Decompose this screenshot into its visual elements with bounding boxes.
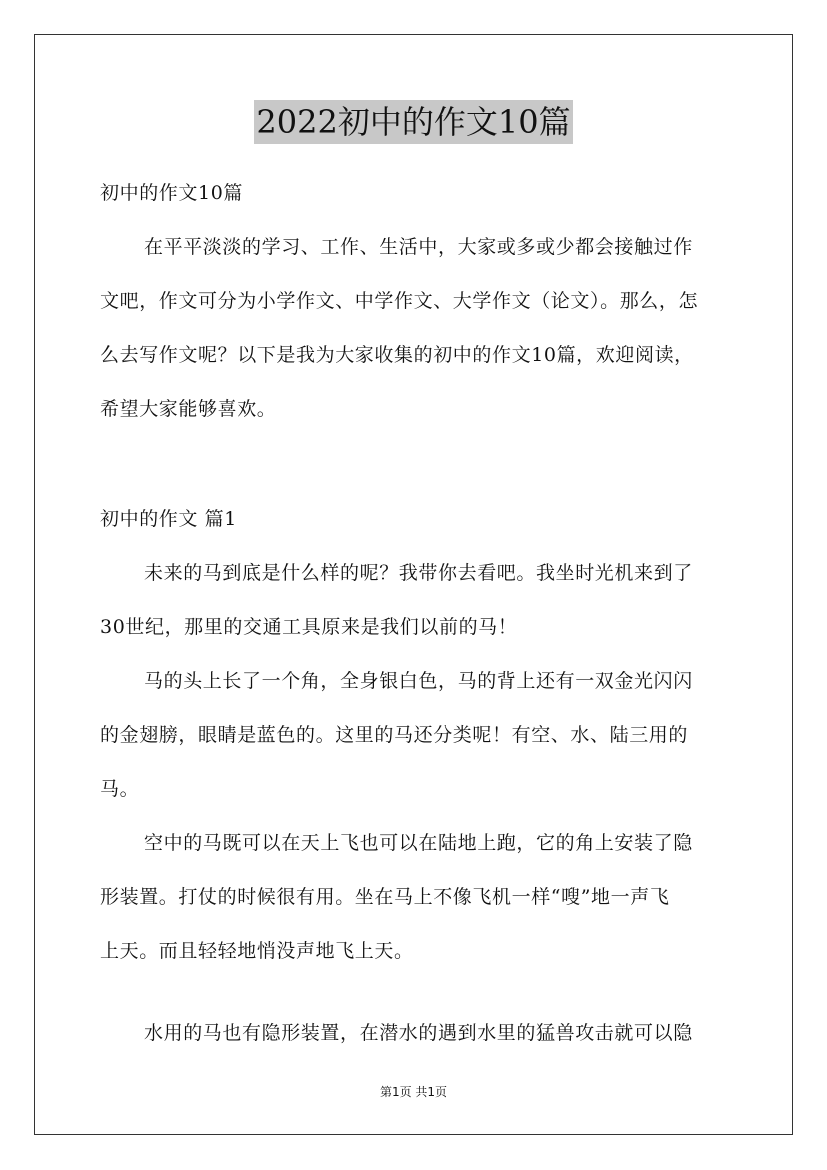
paragraph-3-line-2: 形装置。打仗的时候很有用。坐在马上不像飞机一样“嗖”地一声飞 <box>100 886 670 908</box>
paragraph-3-line-3: 上天。而且轻轻地悄没声地飞上天。 <box>100 940 414 962</box>
paragraph-1-line-2: 30世纪，那里的交通工具原来是我们以前的马！ <box>100 616 518 638</box>
intro-line-2: 文吧，作文可分为小学作文、中学作文、大学作文（论文）。那么，怎 <box>100 290 699 312</box>
paragraph-2-line-1: 马的头上长了一个角，全身银白色，马的背上还有一双金光闪闪 <box>144 670 693 692</box>
title-container <box>0 100 827 144</box>
document-title: 2022初中的作文10篇 <box>254 100 572 144</box>
paragraph-2-line-2: 的金翅膀，眼睛是蓝色的。这里的马还分类呢！有空、水、陆三用的 <box>100 724 689 746</box>
intro-line-3: 么去写作文呢？以下是我为大家收集的初中的作文10篇，欢迎阅读， <box>100 344 694 366</box>
document-subtitle: 初中的作文10篇 <box>100 182 243 204</box>
intro-line-4: 希望大家能够喜欢。 <box>100 398 277 420</box>
paragraph-3-line-1: 空中的马既可以在天上飞也可以在陆地上跑，它的角上安装了隐 <box>144 832 693 854</box>
section-heading: 初中的作文 篇1 <box>100 508 237 530</box>
paragraph-4-line-1: 水用的马也有隐形装置，在潜水的遇到水里的猛兽攻击就可以隐 <box>144 1022 693 1044</box>
page-footer: 第1页 共1页 <box>379 1085 448 1099</box>
intro-line-1: 在平平淡淡的学习、工作、生活中，大家或多或少都会接触过作 <box>144 236 693 258</box>
paragraph-1-line-1: 未来的马到底是什么样的呢？我带你去看吧。我坐时光机来到了 <box>144 562 693 584</box>
paragraph-2-line-3: 马。 <box>100 778 140 800</box>
